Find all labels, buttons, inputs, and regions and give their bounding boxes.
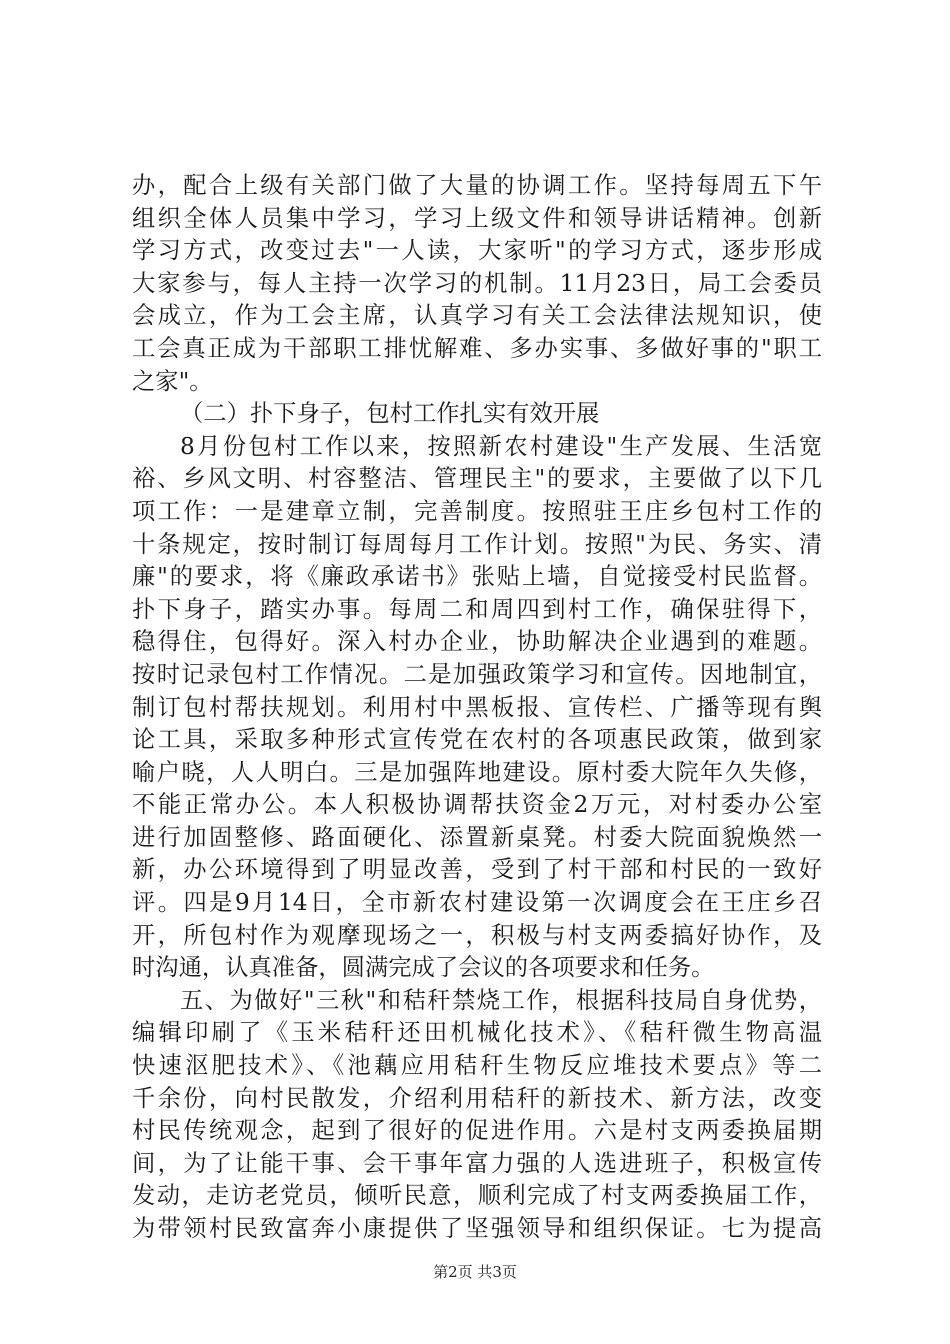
- text-line: 为带领村民致富奔小康提供了坚强领导和组织保证。七为提高: [132, 1215, 822, 1242]
- text-line: 村民传统观念，起到了很好的促进作用。六是村支两委换届期: [132, 1117, 822, 1145]
- text-line: （二）扑下身子，包村工作扎实有效开展: [180, 400, 600, 428]
- text-line: 按时记录包村工作情况。二是加强政策学习和宣传。因地制宜，: [132, 660, 822, 688]
- text-line: 组织全体人员集中学习，学习上级文件和领导讲话精神。创新: [132, 204, 822, 232]
- page-footer: 第2页 共3页: [433, 1263, 517, 1281]
- text-line: 制订包村帮扶规划。利用村中黑板报、宣传栏、广播等现有舆: [132, 693, 822, 721]
- text-line: 编辑印刷了《玉米秸秆还田机械化技术》、《秸秆微生物高温: [132, 1019, 822, 1047]
- text-line: 会成立，作为工会主席，认真学习有关工会法律法规知识，使: [132, 302, 822, 330]
- text-line: 开，所包村作为观摩现场之一，积极与村支两委搞好协作，及: [132, 921, 822, 949]
- text-line: 学习方式，改变过去"一人读，大家听"的学习方式，逐步形成: [132, 237, 822, 265]
- text-line: 评。四是9月14日，全市新农村建设第一次调度会在王庄乡召: [132, 889, 822, 917]
- text-line: 8月份包村工作以来，按照新农村建设"生产发展、生活宽: [180, 432, 822, 460]
- text-line: 快速沤肥技术》、《池藕应用秸秆生物反应堆技术要点》等二: [132, 1052, 822, 1080]
- text-line: 发动，走访老党员，倾听民意，顺利完成了村支两委换届工作，: [132, 1182, 822, 1210]
- text-line: 裕、乡风文明、村容整洁、管理民主"的要求，主要做了以下几: [132, 465, 822, 493]
- text-line: 间，为了让能干事、会干事年富力强的人选进班子，积极宣传: [132, 1149, 822, 1177]
- text-line: 时沟通，认真准备，圆满完成了会议的各项要求和任务。: [132, 954, 715, 982]
- text-line: 办，配合上级有关部门做了大量的协调工作。坚持每周五下午: [132, 172, 822, 199]
- text-line: 进行加固整修、路面硬化、添置新桌凳。村委大院面貌焕然一: [132, 823, 822, 851]
- text-line: 项工作：一是建章立制，完善制度。按照驻王庄乡包村工作的: [132, 497, 822, 525]
- text-line: 扑下身子，踏实办事。每周二和周四到村工作，确保驻得下，: [132, 595, 822, 623]
- text-line: 五、为做好"三秋"和秸秆禁烧工作，根据科技局自身优势，: [180, 986, 822, 1014]
- text-line: 千余份，向村民散发，介绍利用秸秆的新技术、新方法，改变: [132, 1084, 822, 1112]
- text-line: 工会真正成为干部职工排忧解难、多办实事、多做好事的"职工: [132, 334, 822, 362]
- document-body: [132, 170, 822, 1246]
- text-line: 之家"。: [132, 367, 213, 395]
- text-line: 十条规定，按时制订每周每月工作计划。按照"为民、务实、清: [132, 530, 822, 558]
- text-line: 大家参与，每人主持一次学习的机制。11月23日，局工会委员: [132, 269, 822, 297]
- text-line: 论工具，采取多种形式宣传党在农村的各项惠民政策，做到家: [132, 726, 822, 754]
- text-line: 廉"的要求，将《廉政承诺书》张贴上墙，自觉接受村民监督。: [132, 563, 822, 591]
- text-line: 稳得住，包得好。深入村办企业，协助解决企业遇到的难题。: [132, 628, 822, 656]
- text-line: 不能正常办公。本人积极协调帮扶资金2万元，对村委办公室: [132, 791, 822, 819]
- text-line: 新，办公环境得到了明显改善，受到了村干部和村民的一致好: [132, 856, 822, 884]
- text-line: 喻户晓，人人明白。三是加强阵地建设。原村委大院年久失修，: [132, 758, 822, 786]
